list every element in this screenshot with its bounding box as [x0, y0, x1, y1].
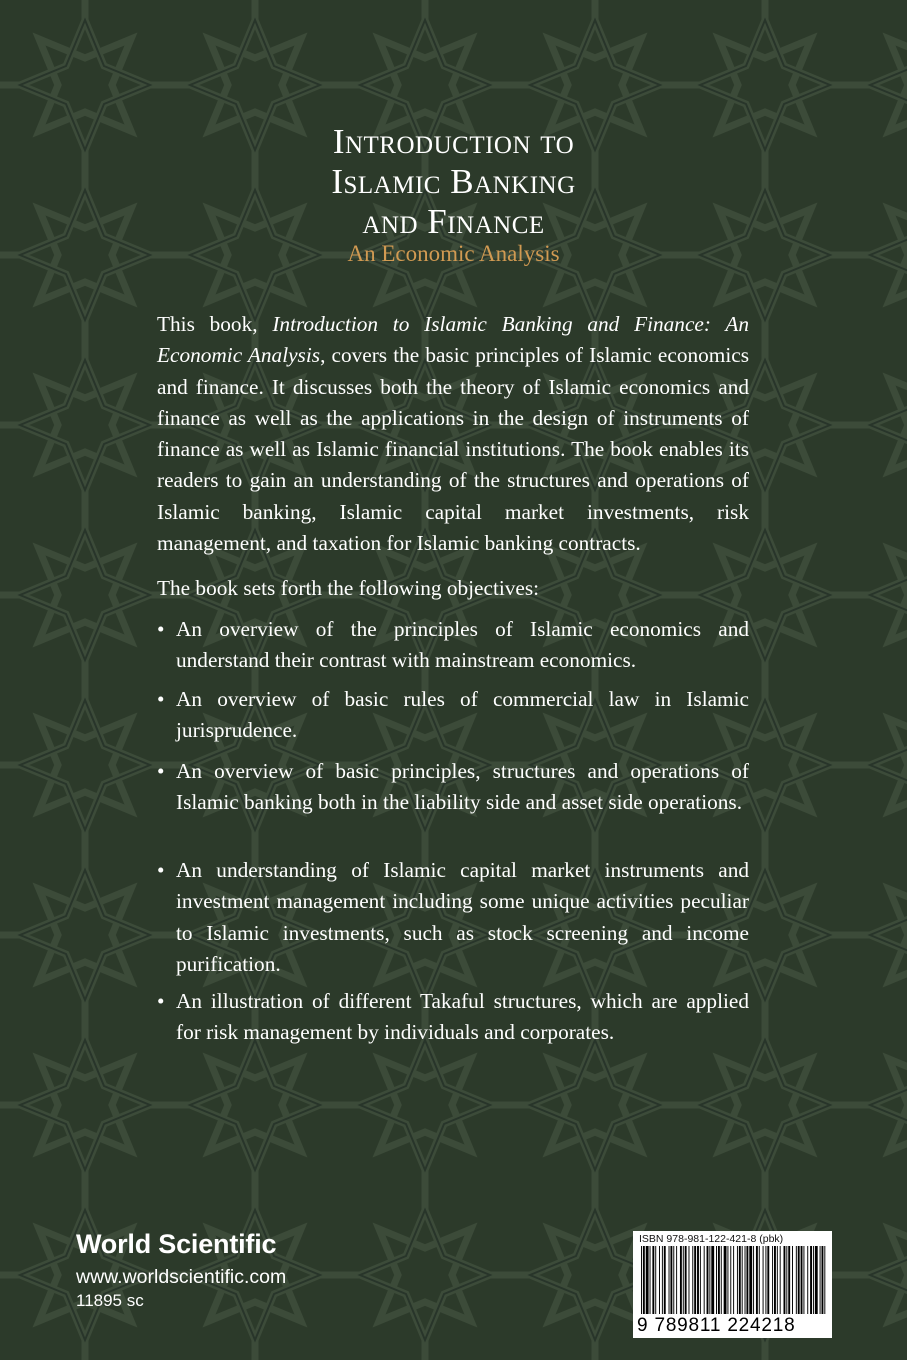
- isbn-label: ISBN 978-981-122-421-8 (pbk): [639, 1233, 784, 1245]
- barcode-bar: [824, 1246, 825, 1314]
- barcode-bar: [673, 1246, 674, 1314]
- objectives-lead: The book sets forth the following objectives:: [157, 576, 540, 600]
- barcode-bar: [700, 1246, 701, 1314]
- title-line-3: and Finance: [362, 202, 545, 241]
- list-item: [157, 614, 749, 677]
- barcode-bar: [796, 1246, 797, 1314]
- barcode-bar: [810, 1246, 812, 1314]
- list-item-text: An understanding of Islamic capital market instruments and investment management including some unique activities peculiar to Islamic investments, such as stock screening and income purification.: [176, 858, 749, 976]
- barcode-bar: [685, 1246, 687, 1314]
- barcode-bar: [813, 1246, 814, 1314]
- barcode-bar: [756, 1246, 758, 1314]
- barcode-bar: [765, 1246, 766, 1314]
- barcode-bar: [664, 1246, 666, 1314]
- barcode-bar: [772, 1246, 773, 1314]
- barcode-bar: [784, 1246, 786, 1314]
- list-item-text: An overview of the principles of Islamic economics and understand their contrast with mainstream economics.: [176, 617, 749, 673]
- bullet-marker: •: [157, 759, 165, 783]
- barcode-bar: [822, 1246, 824, 1314]
- barcode-bar: [737, 1246, 738, 1314]
- bullet-marker: •: [157, 687, 165, 711]
- bullet-marker: •: [157, 989, 165, 1013]
- barcode-bar: [788, 1246, 790, 1314]
- barcode-bar: [820, 1246, 821, 1314]
- barcode-bar: [669, 1246, 670, 1314]
- publisher-code: 11895 sc: [76, 1291, 144, 1310]
- barcode-bar: [803, 1246, 804, 1314]
- description-paragraph: [157, 309, 749, 559]
- barcode-bar: [646, 1246, 649, 1314]
- barcode-bar: [745, 1246, 746, 1314]
- barcode-bar: [655, 1246, 656, 1314]
- title-line-2: Islamic Banking: [331, 162, 576, 201]
- barcode-bar: [767, 1246, 769, 1314]
- barcode-bar: [650, 1246, 651, 1314]
- barcode-bar: [727, 1246, 728, 1314]
- book-title: [0, 122, 907, 242]
- barcode-bar: [733, 1246, 734, 1314]
- book-subtitle: An Economic Analysis: [347, 241, 560, 266]
- list-item: [157, 986, 749, 1049]
- barcode-bar: [694, 1246, 696, 1314]
- barcode-bar: [815, 1246, 818, 1314]
- bullet-marker: •: [157, 858, 165, 882]
- barcode-bar: [801, 1246, 803, 1314]
- barcode-bar: [709, 1246, 710, 1314]
- barcode-bar: [718, 1246, 720, 1314]
- list-item-text: An overview of basic rules of commercial law in Islamic jurisprudence.: [176, 687, 749, 743]
- barcode-bar: [739, 1246, 741, 1314]
- publisher-url[interactable]: www.worldscientific.com: [76, 1266, 287, 1288]
- barcode-bar: [724, 1246, 727, 1314]
- list-item: [157, 684, 749, 747]
- barcode-bar: [777, 1246, 778, 1314]
- list-item-text: An overview of basic principles, structures and operations of Islamic banking both in the liability side and asset side operations.: [176, 759, 749, 815]
- barcode-bar: [746, 1246, 748, 1314]
- barcode-bar: [763, 1246, 764, 1314]
- barcode-bar: [716, 1246, 717, 1314]
- barcode-bar: [780, 1246, 781, 1314]
- publisher-name: World Scientific: [76, 1229, 277, 1259]
- barcode-bar: [786, 1246, 787, 1314]
- barcode-bar: [641, 1246, 642, 1314]
- barcode-bar: [659, 1246, 660, 1314]
- barcode-bar: [704, 1246, 705, 1314]
- barcode-bar: [792, 1246, 793, 1314]
- barcode-bar: [652, 1246, 654, 1314]
- barcode-bar: [774, 1246, 776, 1314]
- barcode-bar: [643, 1246, 645, 1314]
- bullet-marker: •: [157, 617, 165, 641]
- description-italic-title: Introduction to Islamic Banking and Finance: An Economic Analysis: [157, 312, 749, 368]
- barcode-bar: [670, 1246, 672, 1314]
- barcode-bar: [721, 1246, 722, 1314]
- barcode-bar: [689, 1246, 690, 1314]
- barcode-bar: [742, 1246, 743, 1314]
- barcode-bar: [662, 1246, 663, 1314]
- barcode-bar: [711, 1246, 714, 1314]
- barcode-bar: [807, 1246, 808, 1314]
- barcode-bar: [676, 1246, 677, 1314]
- barcode-bars: [639, 1246, 827, 1316]
- barcode-bar: [707, 1246, 709, 1314]
- barcode-bar: [697, 1246, 699, 1314]
- barcode-bar: [759, 1246, 760, 1314]
- barcode-bar: [680, 1246, 682, 1314]
- barcode-bar: [798, 1246, 800, 1314]
- list-item: [157, 756, 749, 819]
- list-item-text: An illustration of different Takaful structures, which are applied for risk management by individuals and corporates.: [176, 989, 749, 1045]
- publisher-block: [76, 1228, 286, 1312]
- isbn-barcode: [633, 1231, 832, 1338]
- barcode-bar: [753, 1246, 754, 1314]
- description-body: , covers the basic principles of Islamic economics and finance. It discusses both the theory of Islamic economics and finance as well as the applications in the design of instruments of finance as well as Islamic financial institutions. The book enables its readers to gain an understanding of the structures and operations of Islamic banking, Islamic capital market investments, risk management, and taxation for Islamic banking contracts.: [157, 343, 750, 556]
- barcode-bar: [749, 1246, 752, 1314]
- barcode-bar: [730, 1246, 731, 1314]
- barcode-bar: [683, 1246, 684, 1314]
- title-line-1: Introduction to: [332, 122, 575, 161]
- barcode-digits: 9 789811 224218: [637, 1315, 796, 1336]
- description-lead: This book,: [157, 312, 273, 336]
- barcode-bar: [692, 1246, 693, 1314]
- list-item: [157, 855, 749, 980]
